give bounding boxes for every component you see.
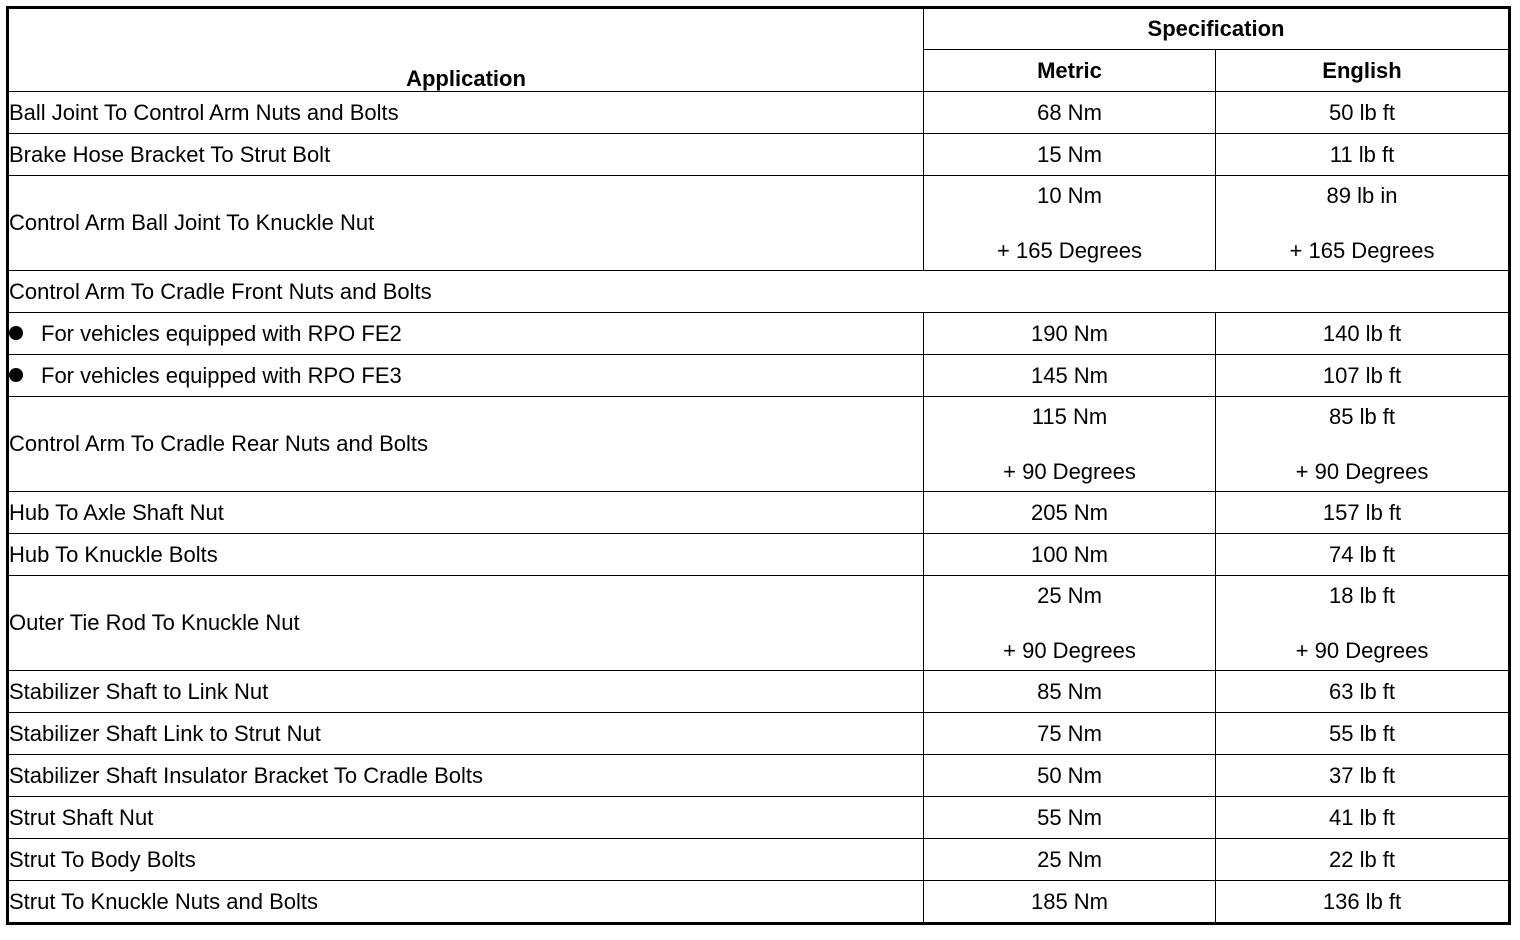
application-cell: Hub To Knuckle Bolts <box>8 534 924 576</box>
table-row <box>8 176 1510 271</box>
metric-cell <box>924 397 1216 492</box>
english-value: 85 lb ft <box>1328 403 1396 429</box>
application-sub-label: For vehicles equipped with RPO FE2 <box>41 320 402 346</box>
english-cell <box>1216 576 1510 671</box>
application-group-cell: Control Arm To Cradle Front Nuts and Bolts <box>8 271 1510 313</box>
application-sub-label: For vehicles equipped with RPO FE3 <box>41 362 402 388</box>
application-cell: Outer Tie Rod To Knuckle Nut <box>8 576 924 671</box>
metric-cell: 190 Nm <box>924 313 1216 355</box>
metric-cell: 50 Nm <box>924 755 1216 797</box>
english-cell: 37 lb ft <box>1216 755 1510 797</box>
metric-angle: + 90 Degrees <box>1003 637 1136 663</box>
metric-cell: 55 Nm <box>924 797 1216 839</box>
table-row <box>8 134 1510 176</box>
metric-value: 115 Nm <box>1031 403 1108 429</box>
table-row <box>8 397 1510 492</box>
english-cell: 140 lb ft <box>1216 313 1510 355</box>
english-cell: 22 lb ft <box>1216 839 1510 881</box>
english-cell: 136 lb ft <box>1216 881 1510 924</box>
metric-angle: + 165 Degrees <box>997 237 1142 263</box>
metric-cell: 145 Nm <box>924 355 1216 397</box>
english-value: 89 lb in <box>1326 182 1398 208</box>
table-row <box>8 492 1510 534</box>
table-row <box>8 313 1510 355</box>
table-row <box>8 797 1510 839</box>
metric-cell <box>924 176 1216 271</box>
metric-cell: 68 Nm <box>924 92 1216 134</box>
table-row <box>8 839 1510 881</box>
english-angle: + 165 Degrees <box>1289 237 1435 263</box>
english-cell: 63 lb ft <box>1216 671 1510 713</box>
application-cell: Hub To Axle Shaft Nut <box>8 492 924 534</box>
metric-cell <box>924 576 1216 671</box>
application-cell: Strut Shaft Nut <box>8 797 924 839</box>
application-sub-cell <box>8 355 924 397</box>
application-cell: Ball Joint To Control Arm Nuts and Bolts <box>8 92 924 134</box>
bullet-icon <box>9 326 23 340</box>
table-row <box>8 755 1510 797</box>
english-cell <box>1216 397 1510 492</box>
table-row <box>8 713 1510 755</box>
application-cell: Control Arm To Cradle Rear Nuts and Bolts <box>8 397 924 492</box>
application-cell: Stabilizer Shaft to Link Nut <box>8 671 924 713</box>
application-cell: Stabilizer Shaft Link to Strut Nut <box>8 713 924 755</box>
application-cell: Strut To Body Bolts <box>8 839 924 881</box>
english-cell: 41 lb ft <box>1216 797 1510 839</box>
english-angle: + 90 Degrees <box>1295 458 1429 484</box>
specification-header: Specification <box>924 8 1510 50</box>
application-sub-cell <box>8 313 924 355</box>
english-cell <box>1216 176 1510 271</box>
english-cell: 157 lb ft <box>1216 492 1510 534</box>
metric-value: 10 Nm <box>1037 182 1102 208</box>
english-cell: 50 lb ft <box>1216 92 1510 134</box>
application-cell: Stabilizer Shaft Insulator Bracket To Cradle Bolts <box>8 755 924 797</box>
english-cell: 107 lb ft <box>1216 355 1510 397</box>
english-cell: 74 lb ft <box>1216 534 1510 576</box>
bullet-icon <box>9 368 23 382</box>
application-header: Application <box>8 8 924 92</box>
metric-cell: 205 Nm <box>924 492 1216 534</box>
english-value: 18 lb ft <box>1328 582 1396 608</box>
torque-spec-table <box>6 6 1511 925</box>
english-cell: 11 lb ft <box>1216 134 1510 176</box>
metric-cell: 185 Nm <box>924 881 1216 924</box>
table-row <box>8 355 1510 397</box>
metric-angle: + 90 Degrees <box>1003 458 1136 484</box>
metric-header: Metric <box>924 50 1216 92</box>
table-row <box>8 534 1510 576</box>
metric-cell: 100 Nm <box>924 534 1216 576</box>
english-header: English <box>1216 50 1510 92</box>
metric-cell: 25 Nm <box>924 839 1216 881</box>
table-row <box>8 92 1510 134</box>
table-row <box>8 576 1510 671</box>
table-row <box>8 671 1510 713</box>
table-row <box>8 271 1510 313</box>
metric-cell: 85 Nm <box>924 671 1216 713</box>
metric-value: 25 Nm <box>1037 582 1102 608</box>
table-row <box>8 881 1510 924</box>
metric-cell: 75 Nm <box>924 713 1216 755</box>
metric-cell: 15 Nm <box>924 134 1216 176</box>
english-cell: 55 lb ft <box>1216 713 1510 755</box>
english-angle: + 90 Degrees <box>1295 637 1429 663</box>
application-cell: Control Arm Ball Joint To Knuckle Nut <box>8 176 924 271</box>
application-cell: Brake Hose Bracket To Strut Bolt <box>8 134 924 176</box>
application-cell: Strut To Knuckle Nuts and Bolts <box>8 881 924 924</box>
